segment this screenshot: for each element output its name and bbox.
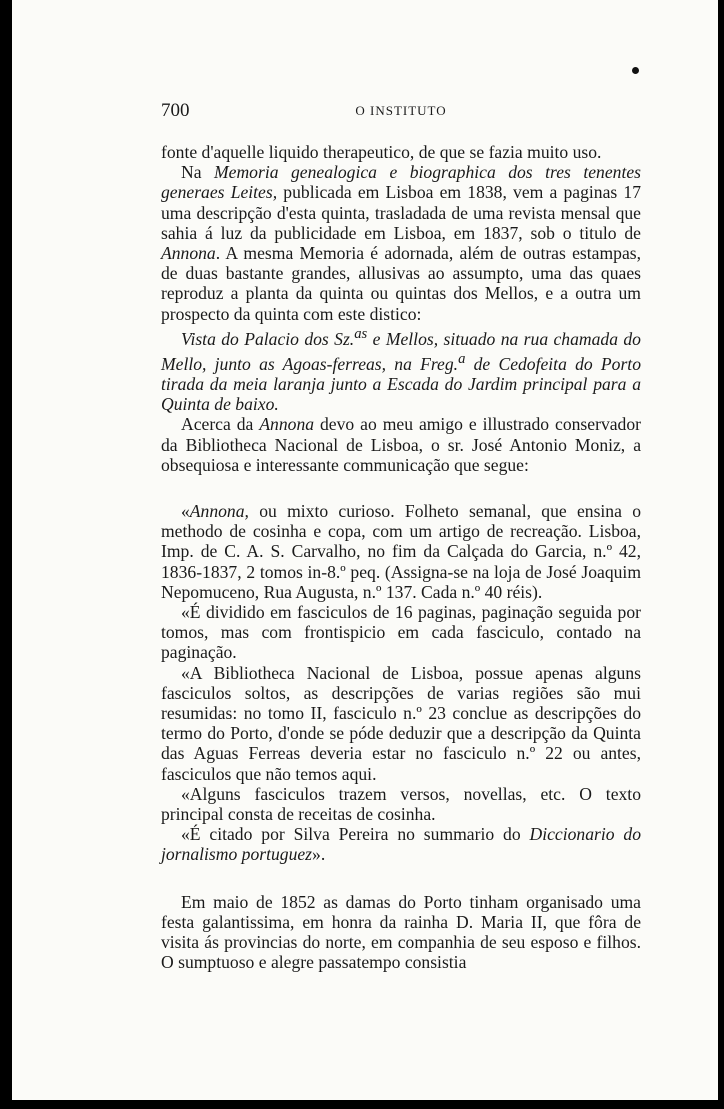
quote-paragraph-2: «É dividido em fasciculos de 16 paginas, paginação seguida por tomos, mas com frontispicio em cada fasciculo, contado na paginação. — [161, 601, 641, 663]
running-title: O INSTITUTO — [355, 103, 447, 118]
paragraph-10: Em maio de 1852 as damas do Porto tinham organisado uma festa galantissima, em honra da rainha D. Maria II, que fôra de visita ás provincias do norte, em companhia de seu esposo e filhos. O sumptuoso e alegre passatempo consistia — [161, 891, 641, 973]
book-page — [12, 0, 718, 1100]
page-header — [161, 100, 641, 124]
ink-speck — [632, 67, 639, 74]
quote-paragraph-3: «A Bibliotheca Nacional de Lisboa, possue apenas alguns fasciculos soltos, as descripções de varias regiões são mui resumidas: no tomo II, fasciculo n.º 23 conclue as descripções do termo do Porto, d'onde se póde deduzir que a descripção da Quinta das Aguas Ferreas deveria estar no fasciculo n.º 22 ou antes, fasciculos que não temos aqui. — [161, 662, 641, 784]
book-title: Memoria genealogica e biographica dos tres tenentes generaes Leites, — [161, 162, 641, 203]
periodical-title: Annona — [161, 243, 216, 264]
paragraph-1: fonte d'aquelle liquido therapeutico, de que se fazia muito uso. — [161, 142, 602, 162]
paragraph-4: Acerca da Annona devo ao meu amigo e illustrado conservador da Bibliotheca Nacional de Lisboa, o sr. José Antonio Moniz, a obsequiosa e interessante communicação que segue: — [161, 414, 642, 475]
page-body — [161, 142, 641, 972]
quote-paragraph-4: «Alguns fasciculos trazem versos, novellas, etc. O texto principal consta de receitas de cosinha. — [161, 783, 641, 825]
quote-paragraph-5: «É citado por Silva Pereira no summario do Diccionario do jornalismo portuguez». — [161, 824, 642, 865]
distich-caption: Vista do Palacio dos Sz.$^{as}$ e Mellos, situado na rua chamada do Mello, junto as Agoas-ferreas, na Freg.$^a$ de Cedofeita do Porto tirada da meia laranja junto a Escada do Jardim principal para a Quinta de baixo. — [161, 325, 641, 415]
page-number: 700 — [161, 100, 190, 121]
paragraph-2: Na Memoria genealogica e biographica dos tres tenentes generaes Leites, publicada em Lisboa em 1838, vem a paginas 17 uma descripção d'esta quinta, trasladada de uma revista mensal que sahia á luz da publicidade em Lisboa, em 1837, sob o titulo de Annona. A mesma Memoria é adornada, além de outras estampas, de duas bastante grandes, allusivas ao assumpto, uma das quaes reproduz a planta da quinta ou quintas dos Mellos, e a outra um prospecto da quinta com este distico: — [161, 162, 641, 324]
quote-paragraph-1: «Annona, ou mixto curioso. Folheto semanal, que ensina o methodo de cosinha e copa, com um artigo de recreação. Lisboa, Imp. de C. A. S. Carvalho, no fim da Calçada do Garcia, n.º 42, 1836-1837, 2 tomos in-8.º peq. (Assigna-se na loja de José Joaquim Nepomuceno, Rua Augusta, n.º 137. Cada n.º 40 réis). — [161, 500, 641, 602]
